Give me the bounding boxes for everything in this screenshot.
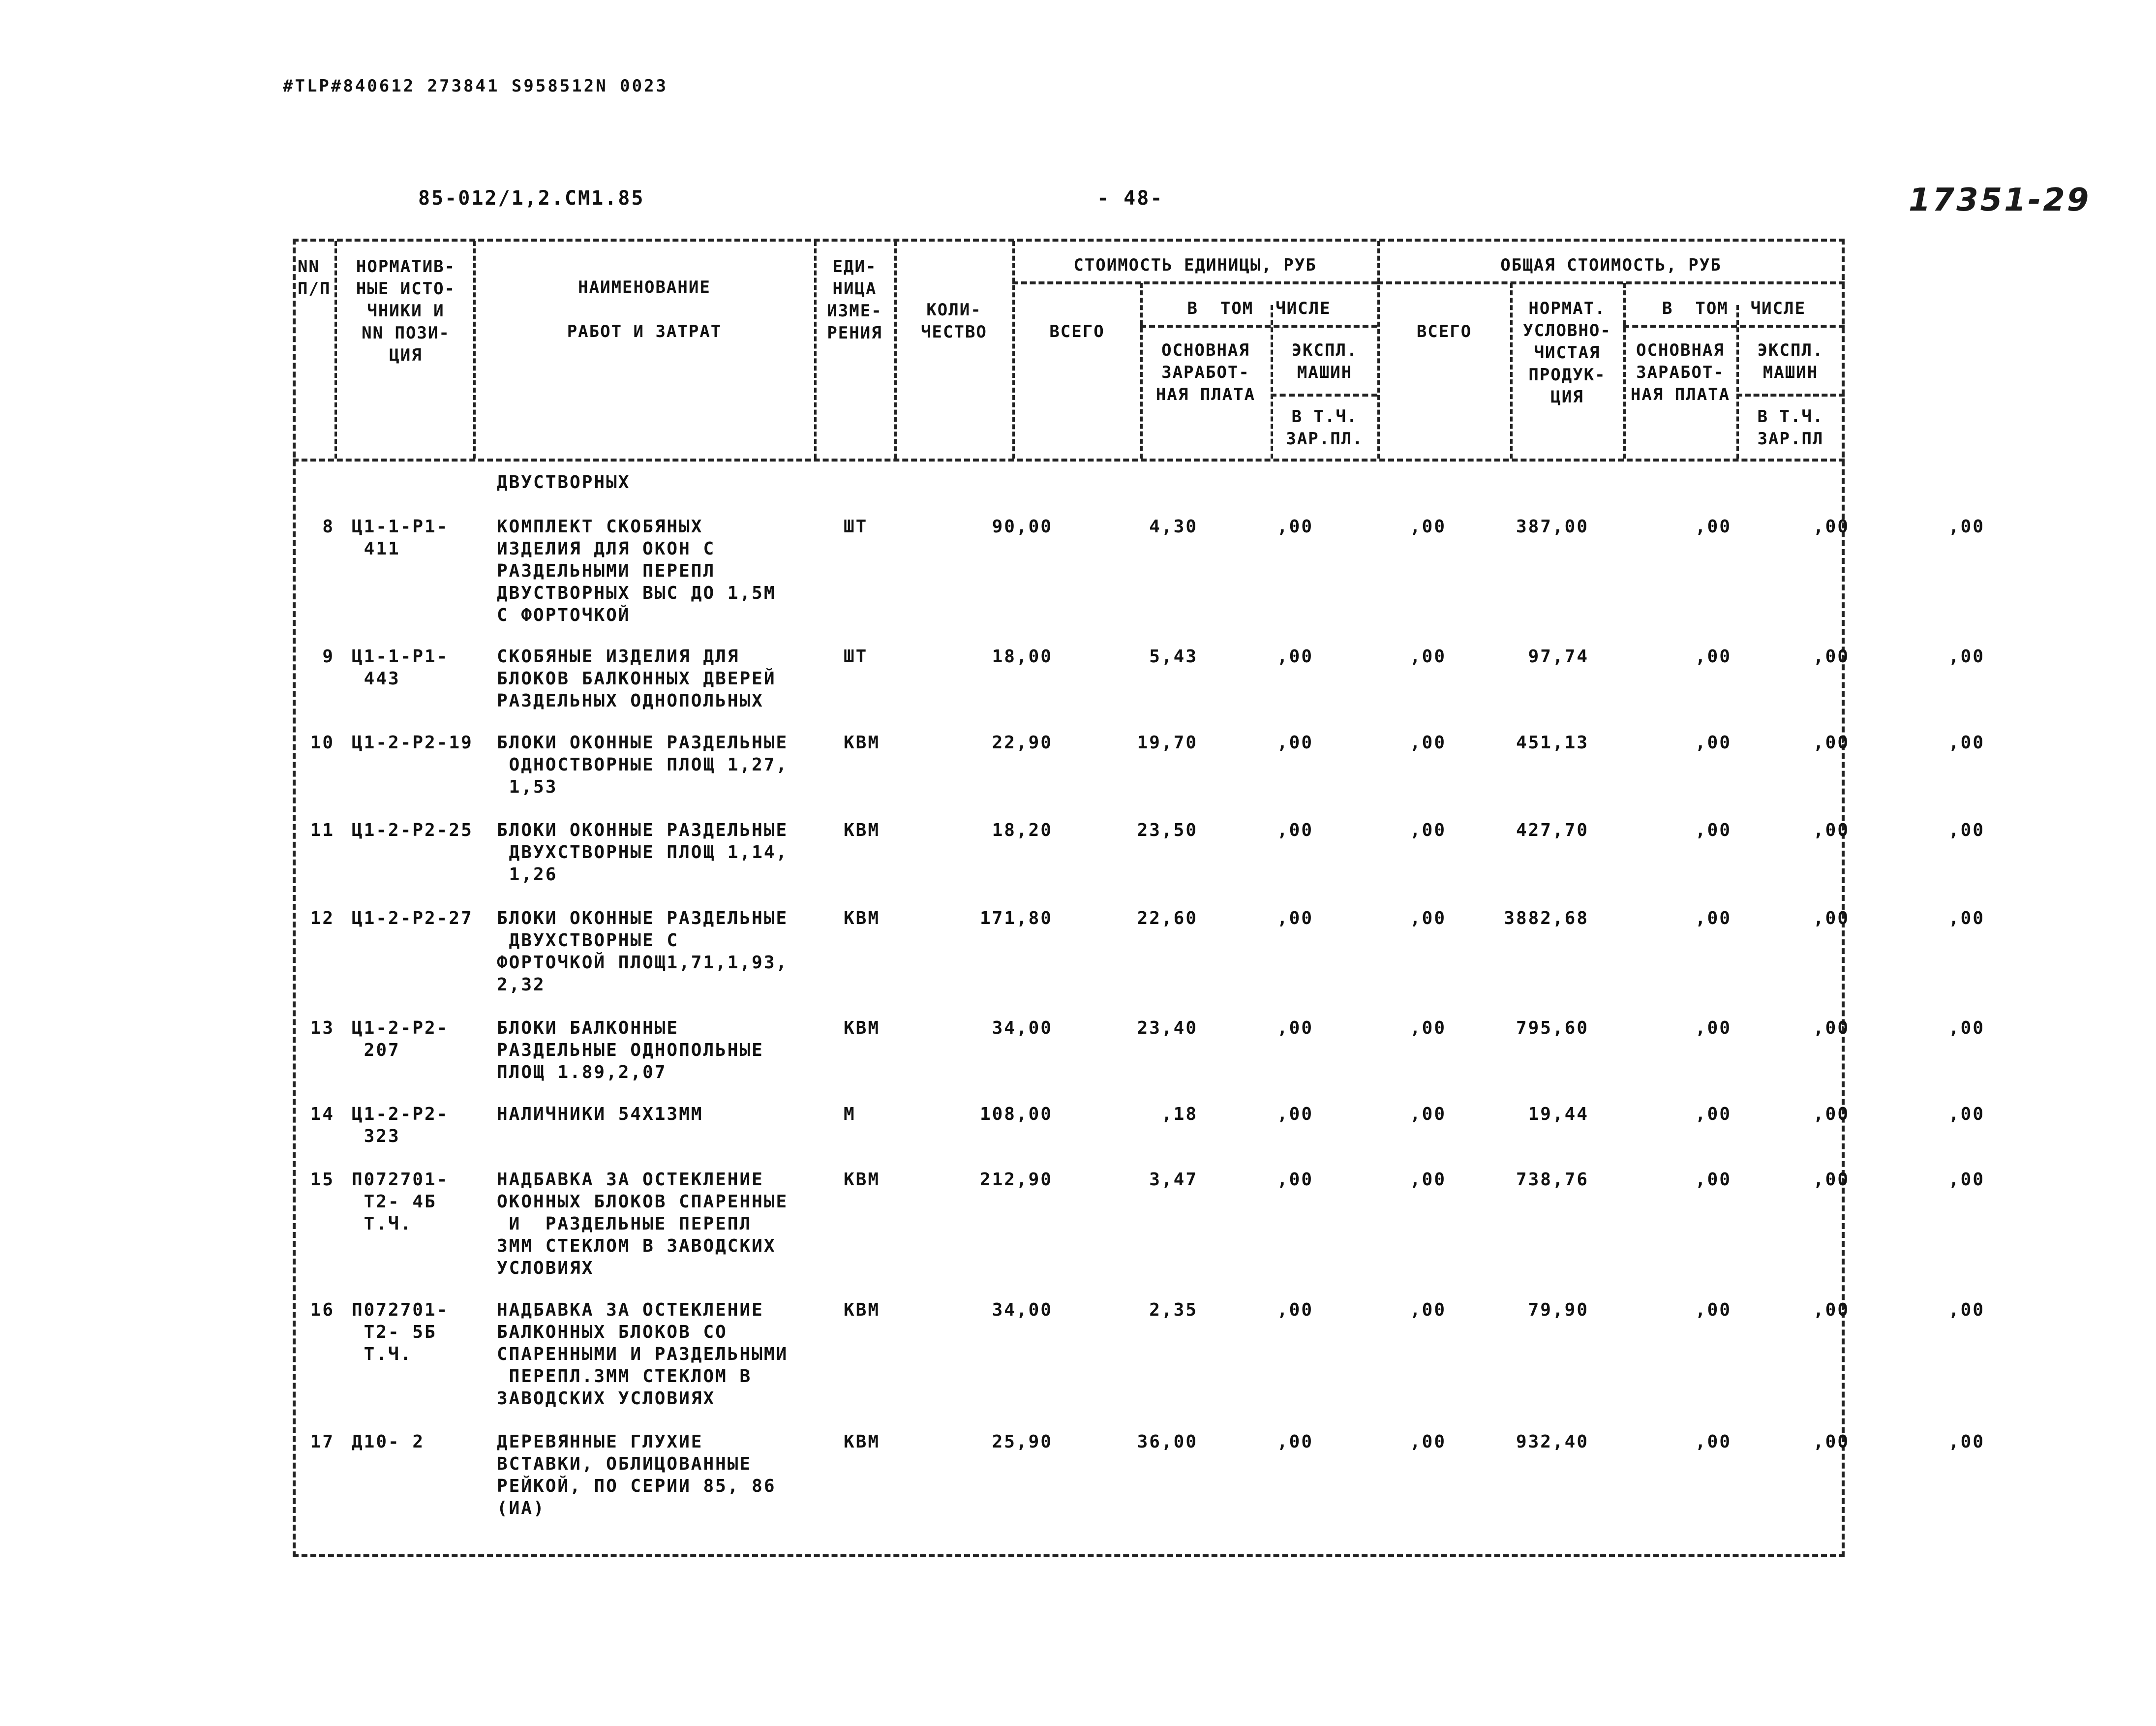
row-machines: ,00 — [1409, 820, 1446, 840]
header-name: НАИМЕНОВАНИЕ РАБОТ И ЗАТРАТ — [567, 277, 722, 341]
row-unit-price: 19,70 — [1137, 733, 1198, 753]
row-unit-price: 23,40 — [1137, 1018, 1198, 1038]
row-machines: ,00 — [1409, 908, 1446, 928]
row-net: ,00 — [1695, 1432, 1731, 1452]
row-total-wage: ,00 — [1813, 1170, 1850, 1190]
row-name: НАДБАВКА ЗА ОСТЕКЛЕНИЕ ОКОННЫХ БЛОКОВ СПАРЕННЫЕ И РАЗДЕЛЬНЫЕ ПЕРЕПЛ 3ММ СТЕКЛОМ В ЗАВОДСКИХ УСЛОВИЯХ — [497, 1170, 789, 1278]
row-wage: ,00 — [1276, 1300, 1313, 1320]
header-divider — [334, 241, 337, 459]
row-source: П072701- Т2- 5Б Т.Ч. — [352, 1300, 449, 1364]
row-net: ,00 — [1695, 1300, 1731, 1320]
row-wage: ,00 — [1276, 1170, 1313, 1190]
row-total-machines: ,00 — [1948, 647, 1985, 667]
header-total: ВСЕГО — [1416, 322, 1472, 341]
row-total-machines: ,00 — [1948, 908, 1985, 928]
row-source: Ц1-2-Р2-27 — [352, 908, 473, 928]
row-net: ,00 — [1695, 1170, 1731, 1190]
header-qty: КОЛИ- ЧЕСТВО — [921, 300, 987, 342]
row-source: Ц1-2-Р2- 207 — [352, 1018, 449, 1060]
header-subrule — [1140, 325, 1377, 328]
row-qty: 90,00 — [992, 517, 1053, 537]
row-no: 9 — [322, 647, 334, 667]
header-total-machines: ЭКСПЛ. МАШИН — [1757, 340, 1824, 382]
header-bottom-rule — [293, 459, 1845, 462]
row-name: ДЕРЕВЯННЫЕ ГЛУХИЕ ВСТАВКИ, ОБЛИЦОВАННЫЕ РЕЙКОЙ, ПО СЕРИИ 85, 86 (ИА) — [497, 1432, 776, 1518]
row-name: БЛОКИ БАЛКОННЫЕ РАЗДЕЛЬНЫЕ ОДНОПОЛЬНЫЕ ПЛОЩ 1.89,2,07 — [497, 1018, 764, 1082]
row-unit-price: 36,00 — [1137, 1432, 1198, 1452]
header-total-machines-wage: В Т.Ч. ЗАР.ПЛ — [1757, 407, 1824, 449]
row-no: 12 — [310, 908, 334, 928]
record-id: #TLP#840612 273841 S958512N 0023 — [283, 76, 668, 96]
row-unit: КВМ — [844, 820, 881, 840]
row-unit: КВМ — [844, 1432, 881, 1452]
header-total-cost-group: ОБЩАЯ СТОИМОСТЬ, РУБ — [1500, 255, 1722, 275]
row-unit: КВМ — [844, 1018, 881, 1038]
header-machines-wage: В Т.Ч. ЗАР.ПЛ. — [1286, 407, 1364, 449]
continuation-label: ДВУСТВОРНЫХ — [497, 472, 631, 493]
row-unit: КВМ — [844, 908, 881, 928]
row-total: 387,00 — [1516, 517, 1589, 537]
row-unit-price: 22,60 — [1137, 908, 1198, 928]
row-unit-price: 23,50 — [1137, 820, 1198, 840]
row-total: 932,40 — [1516, 1432, 1589, 1452]
row-source: Ц1-2-Р2- 323 — [352, 1104, 449, 1146]
header-incl-total: В ТОМ ЧИСЛЕ — [1662, 299, 1806, 318]
row-wage: ,00 — [1276, 517, 1313, 537]
row-no: 17 — [310, 1432, 334, 1452]
row-net: ,00 — [1695, 820, 1731, 840]
row-net: ,00 — [1695, 517, 1731, 537]
row-machines: ,00 — [1409, 1104, 1446, 1124]
header-unit: ЕДИ- НИЦА ИЗМЕ- РЕНИЯ — [827, 257, 882, 343]
row-net: ,00 — [1695, 647, 1731, 667]
header-unit-cost-group: СТОИМОСТЬ ЕДИНИЦЫ, РУБ — [1073, 255, 1317, 275]
row-total-wage: ,00 — [1813, 1300, 1850, 1320]
row-no: 14 — [310, 1104, 334, 1124]
row-no: 15 — [310, 1170, 334, 1190]
row-name: НАДБАВКА ЗА ОСТЕКЛЕНИЕ БАЛКОННЫХ БЛОКОВ СО СПАРЕННЫМИ И РАЗДЕЛЬНЫМИ ПЕРЕПЛ.3ММ СТЕКЛОМ В ЗАВОДСКИХ УСЛОВИЯХ — [497, 1300, 789, 1409]
row-total-machines: ,00 — [1948, 1432, 1985, 1452]
row-name: НАЛИЧНИКИ 54Х13ММ — [497, 1104, 703, 1124]
row-unit: ШТ — [844, 517, 868, 537]
row-total-machines: ,00 — [1948, 1300, 1985, 1320]
row-machines: ,00 — [1409, 647, 1446, 667]
header-incl: В ТОМ ЧИСЛЕ — [1187, 299, 1331, 318]
row-total-wage: ,00 — [1813, 517, 1850, 537]
row-qty: 34,00 — [992, 1018, 1053, 1038]
row-total-machines: ,00 — [1948, 1170, 1985, 1190]
row-wage: ,00 — [1276, 908, 1313, 928]
header-machines: ЭКСПЛ. МАШИН — [1291, 340, 1358, 382]
row-total-machines: ,00 — [1948, 820, 1985, 840]
header-subrule — [1623, 325, 1845, 328]
row-machines: ,00 — [1409, 1300, 1446, 1320]
row-source: Ц1-1-Р1- 411 — [352, 517, 449, 559]
row-source: Ц1-1-Р1- 443 — [352, 647, 449, 689]
row-no: 10 — [310, 733, 334, 753]
row-unit-price: 2,35 — [1149, 1300, 1198, 1320]
row-total-machines: ,00 — [1948, 1104, 1985, 1124]
row-total-wage: ,00 — [1813, 820, 1850, 840]
header-divider — [894, 241, 897, 459]
row-qty: 108,00 — [979, 1104, 1053, 1124]
row-unit: КВМ — [844, 733, 881, 753]
row-wage: ,00 — [1276, 1432, 1313, 1452]
row-total: 79,90 — [1528, 1300, 1589, 1320]
row-total: 97,74 — [1528, 647, 1589, 667]
row-name: БЛОКИ ОКОННЫЕ РАЗДЕЛЬНЫЕ ОДНОСТВОРНЫЕ ПЛОЩ 1,27, 1,53 — [497, 733, 789, 797]
row-no: 8 — [322, 517, 334, 537]
row-name: БЛОКИ ОКОННЫЕ РАЗДЕЛЬНЫЕ ДВУХСТВОРНЫЕ ПЛОЩ 1,14, 1,26 — [497, 820, 789, 885]
row-net: ,00 — [1695, 1104, 1731, 1124]
row-total: 19,44 — [1528, 1104, 1589, 1124]
row-wage: ,00 — [1276, 1104, 1313, 1124]
row-qty: 18,00 — [992, 647, 1053, 667]
header-total-wage: ОСНОВНАЯ ЗАРАБОТ- НАЯ ПЛАТА — [1630, 340, 1731, 404]
row-no: 13 — [310, 1018, 334, 1038]
row-unit: КВМ — [844, 1300, 881, 1320]
row-unit-price: ,18 — [1161, 1104, 1198, 1124]
row-source: Ц1-2-Р2-25 — [352, 820, 473, 840]
header-divider — [473, 241, 476, 459]
row-wage: ,00 — [1276, 1018, 1313, 1038]
row-source: Ц1-2-Р2-19 — [352, 733, 473, 753]
header-subrule — [1271, 394, 1377, 397]
header-source: НОРМАТИВ- НЫЕ ИСТО- ЧНИКИ И NN ПОЗИ- ЦИЯ — [356, 257, 456, 365]
row-unit-price: 3,47 — [1149, 1170, 1198, 1190]
row-machines: ,00 — [1409, 517, 1446, 537]
row-total-wage: ,00 — [1813, 908, 1850, 928]
row-total-machines: ,00 — [1948, 517, 1985, 537]
row-no: 11 — [310, 820, 334, 840]
row-total-wage: ,00 — [1813, 733, 1850, 753]
page-number: - 48- — [1097, 187, 1164, 210]
row-unit-price: 5,43 — [1149, 647, 1198, 667]
row-unit: ШТ — [844, 647, 868, 667]
row-wage: ,00 — [1276, 647, 1313, 667]
row-net: ,00 — [1695, 1018, 1731, 1038]
row-total: 3882,68 — [1504, 908, 1589, 928]
row-wage: ,00 — [1276, 820, 1313, 840]
row-name: СКОБЯНЫЕ ИЗДЕЛИЯ ДЛЯ БЛОКОВ БАЛКОННЫХ ДВЕРЕЙ РАЗДЕЛЬНЫХ ОДНОПОЛЬНЫХ — [497, 647, 776, 711]
row-name: КОМПЛЕКТ СКОБЯНЫХ ИЗДЕЛИЯ ДЛЯ ОКОН С РАЗДЕЛЬНЫМИ ПЕРЕПЛ ДВУСТВОРНЫХ ВЫС ДО 1,5М С ФОРТОЧКОЙ — [497, 517, 776, 625]
row-total-machines: ,00 — [1948, 1018, 1985, 1038]
row-total: 795,60 — [1516, 1018, 1589, 1038]
row-unit-price: 4,30 — [1149, 517, 1198, 537]
row-no: 16 — [310, 1300, 334, 1320]
row-total-wage: ,00 — [1813, 1104, 1850, 1124]
header-unit-total: ВСЕГО — [1049, 322, 1105, 341]
row-total: 427,70 — [1516, 820, 1589, 840]
row-total: 738,76 — [1516, 1170, 1589, 1190]
row-total: 451,13 — [1516, 733, 1589, 753]
row-qty: 212,90 — [979, 1170, 1053, 1190]
row-total-wage: ,00 — [1813, 1018, 1850, 1038]
row-unit: КВМ — [844, 1170, 881, 1190]
row-qty: 171,80 — [979, 908, 1053, 928]
row-net: ,00 — [1695, 908, 1731, 928]
header-subrule — [1736, 394, 1845, 397]
row-unit: М — [844, 1104, 856, 1124]
row-machines: ,00 — [1409, 1018, 1446, 1038]
header-wage: ОСНОВНАЯ ЗАРАБОТ- НАЯ ПЛАТА — [1155, 340, 1256, 404]
document-code: 85-012/1,2.CM1.85 — [418, 187, 645, 210]
header-subrule — [1377, 281, 1845, 284]
row-name: БЛОКИ ОКОННЫЕ РАЗДЕЛЬНЫЕ ДВУХСТВОРНЫЕ С ФОРТОЧКОЙ ПЛОЩ1,71,1,93, 2,32 — [497, 908, 789, 995]
row-qty: 34,00 — [992, 1300, 1053, 1320]
header-no: NN П/П — [298, 257, 331, 299]
row-machines: ,00 — [1409, 733, 1446, 753]
row-qty: 22,90 — [992, 733, 1053, 753]
row-total-wage: ,00 — [1813, 1432, 1850, 1452]
row-source: П072701- Т2- 4Б Т.Ч. — [352, 1170, 449, 1234]
row-qty: 18,20 — [992, 820, 1053, 840]
handwritten-id: 17351-29 — [1909, 182, 2091, 218]
row-source: Д10- 2 — [352, 1432, 425, 1452]
row-machines: ,00 — [1409, 1432, 1446, 1452]
row-qty: 25,90 — [992, 1432, 1053, 1452]
row-wage: ,00 — [1276, 733, 1313, 753]
row-net: ,00 — [1695, 733, 1731, 753]
header-net-production: НОРМАТ. УСЛОВНО- ЧИСТАЯ ПРОДУК- ЦИЯ — [1523, 299, 1611, 407]
header-subrule — [1012, 281, 1377, 284]
row-total-machines: ,00 — [1948, 733, 1985, 753]
row-machines: ,00 — [1409, 1170, 1446, 1190]
row-total-wage: ,00 — [1813, 647, 1850, 667]
